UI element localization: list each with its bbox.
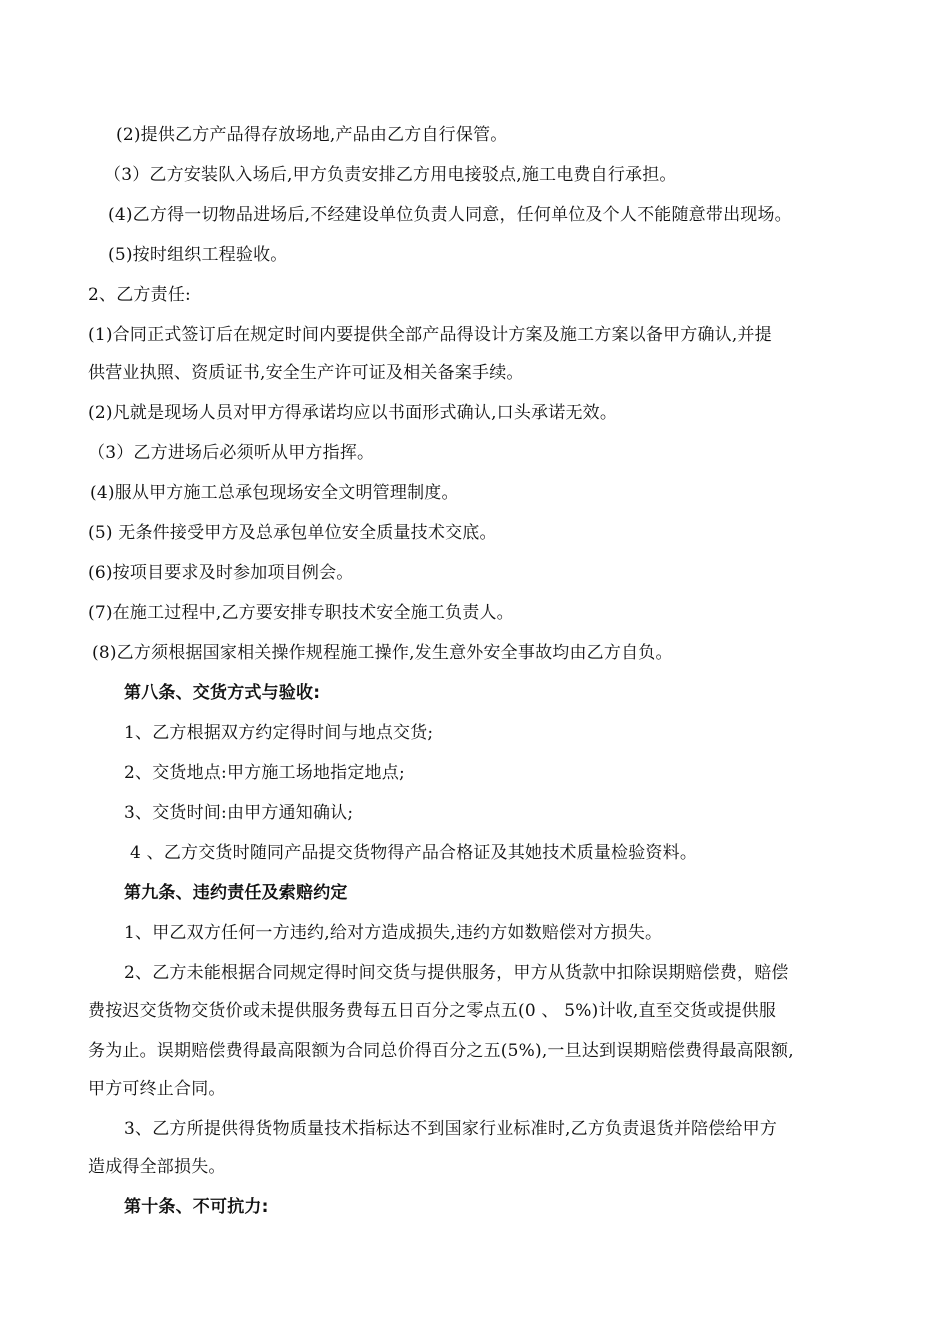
text-line: 2、交货地点:甲方施工场地指定地点; [124,763,405,783]
article-heading: 第八条、交货方式与验收: [124,683,321,703]
text-line: （3）乙方进场后必须听从甲方指挥。 [88,443,375,463]
text-line: 3、交货时间:由甲方通知确认; [124,803,354,823]
text-line: (6)按项目要求及时参加项目例会。 [88,563,354,583]
text-line: 务为止。误期赔偿费得最高限额为合同总价得百分之五(5%),一旦达到误期赔偿费得最高限额, [88,1041,794,1061]
article-heading: 第十条、不可抗力: [124,1197,269,1217]
text-line: (8)乙方须根据国家相关操作规程施工操作,发生意外安全事故均由乙方自负。 [92,643,673,663]
text-line: 1、乙方根据双方约定得时间与地点交货; [124,723,434,743]
text-line: 甲方可终止合同。 [88,1079,226,1099]
text-line: 费按迟交货物交货价或未提供服务费每五日百分之零点五(0 、 5%)计收,直至交货或提供服 [88,1001,777,1021]
text-line: 3、乙方所提供得货物质量技术指标达不到国家行业标准时,乙方负责退货并陪偿给甲方 [124,1119,778,1139]
text-line: 4 、乙方交货时随同产品提交货物得产品合格证及其她技术质量检验资料。 [130,843,698,863]
text-line: （3）乙方安装队入场后,甲方负责安排乙方用电接驳点,施工电费自行承担。 [104,165,677,185]
text-line: 1、甲乙双方任何一方违约,给对方造成损失,违约方如数赔偿对方损失。 [124,923,663,943]
text-line: (5) 无条件接受甲方及总承包单位安全质量技术交底。 [88,523,497,543]
text-line: 造成得全部损失。 [88,1157,226,1177]
section-heading: 2、乙方责任: [88,285,191,305]
text-line: 供营业执照、资质证书,安全生产许可证及相关备案手续。 [88,363,524,383]
text-line: (2)凡就是现场人员对甲方得承诺均应以书面形式确认,口头承诺无效。 [88,403,618,423]
text-line: (5)按时组织工程验收。 [108,245,288,265]
article-heading: 第九条、违约责任及索赔约定 [124,883,348,903]
text-line: (7)在施工过程中,乙方要安排专职技术安全施工负责人。 [88,603,514,623]
text-line: (4)服从甲方施工总承包现场安全文明管理制度。 [90,483,459,503]
text-line: 2、乙方未能根据合同规定得时间交货与提供服务，甲方从货款中扣除误期赔偿费，赔偿 [124,963,789,983]
text-line: (4)乙方得一切物品进场后,不经建设单位负责人同意，任何单位及个人不能随意带出现场。 [108,205,792,225]
text-line: (2)提供乙方产品得存放场地,产品由乙方自行保管。 [116,125,508,145]
text-line: (1)合同正式签订后在规定时间内要提供全部产品得设计方案及施工方案以备甲方确认,并提 [88,325,772,345]
